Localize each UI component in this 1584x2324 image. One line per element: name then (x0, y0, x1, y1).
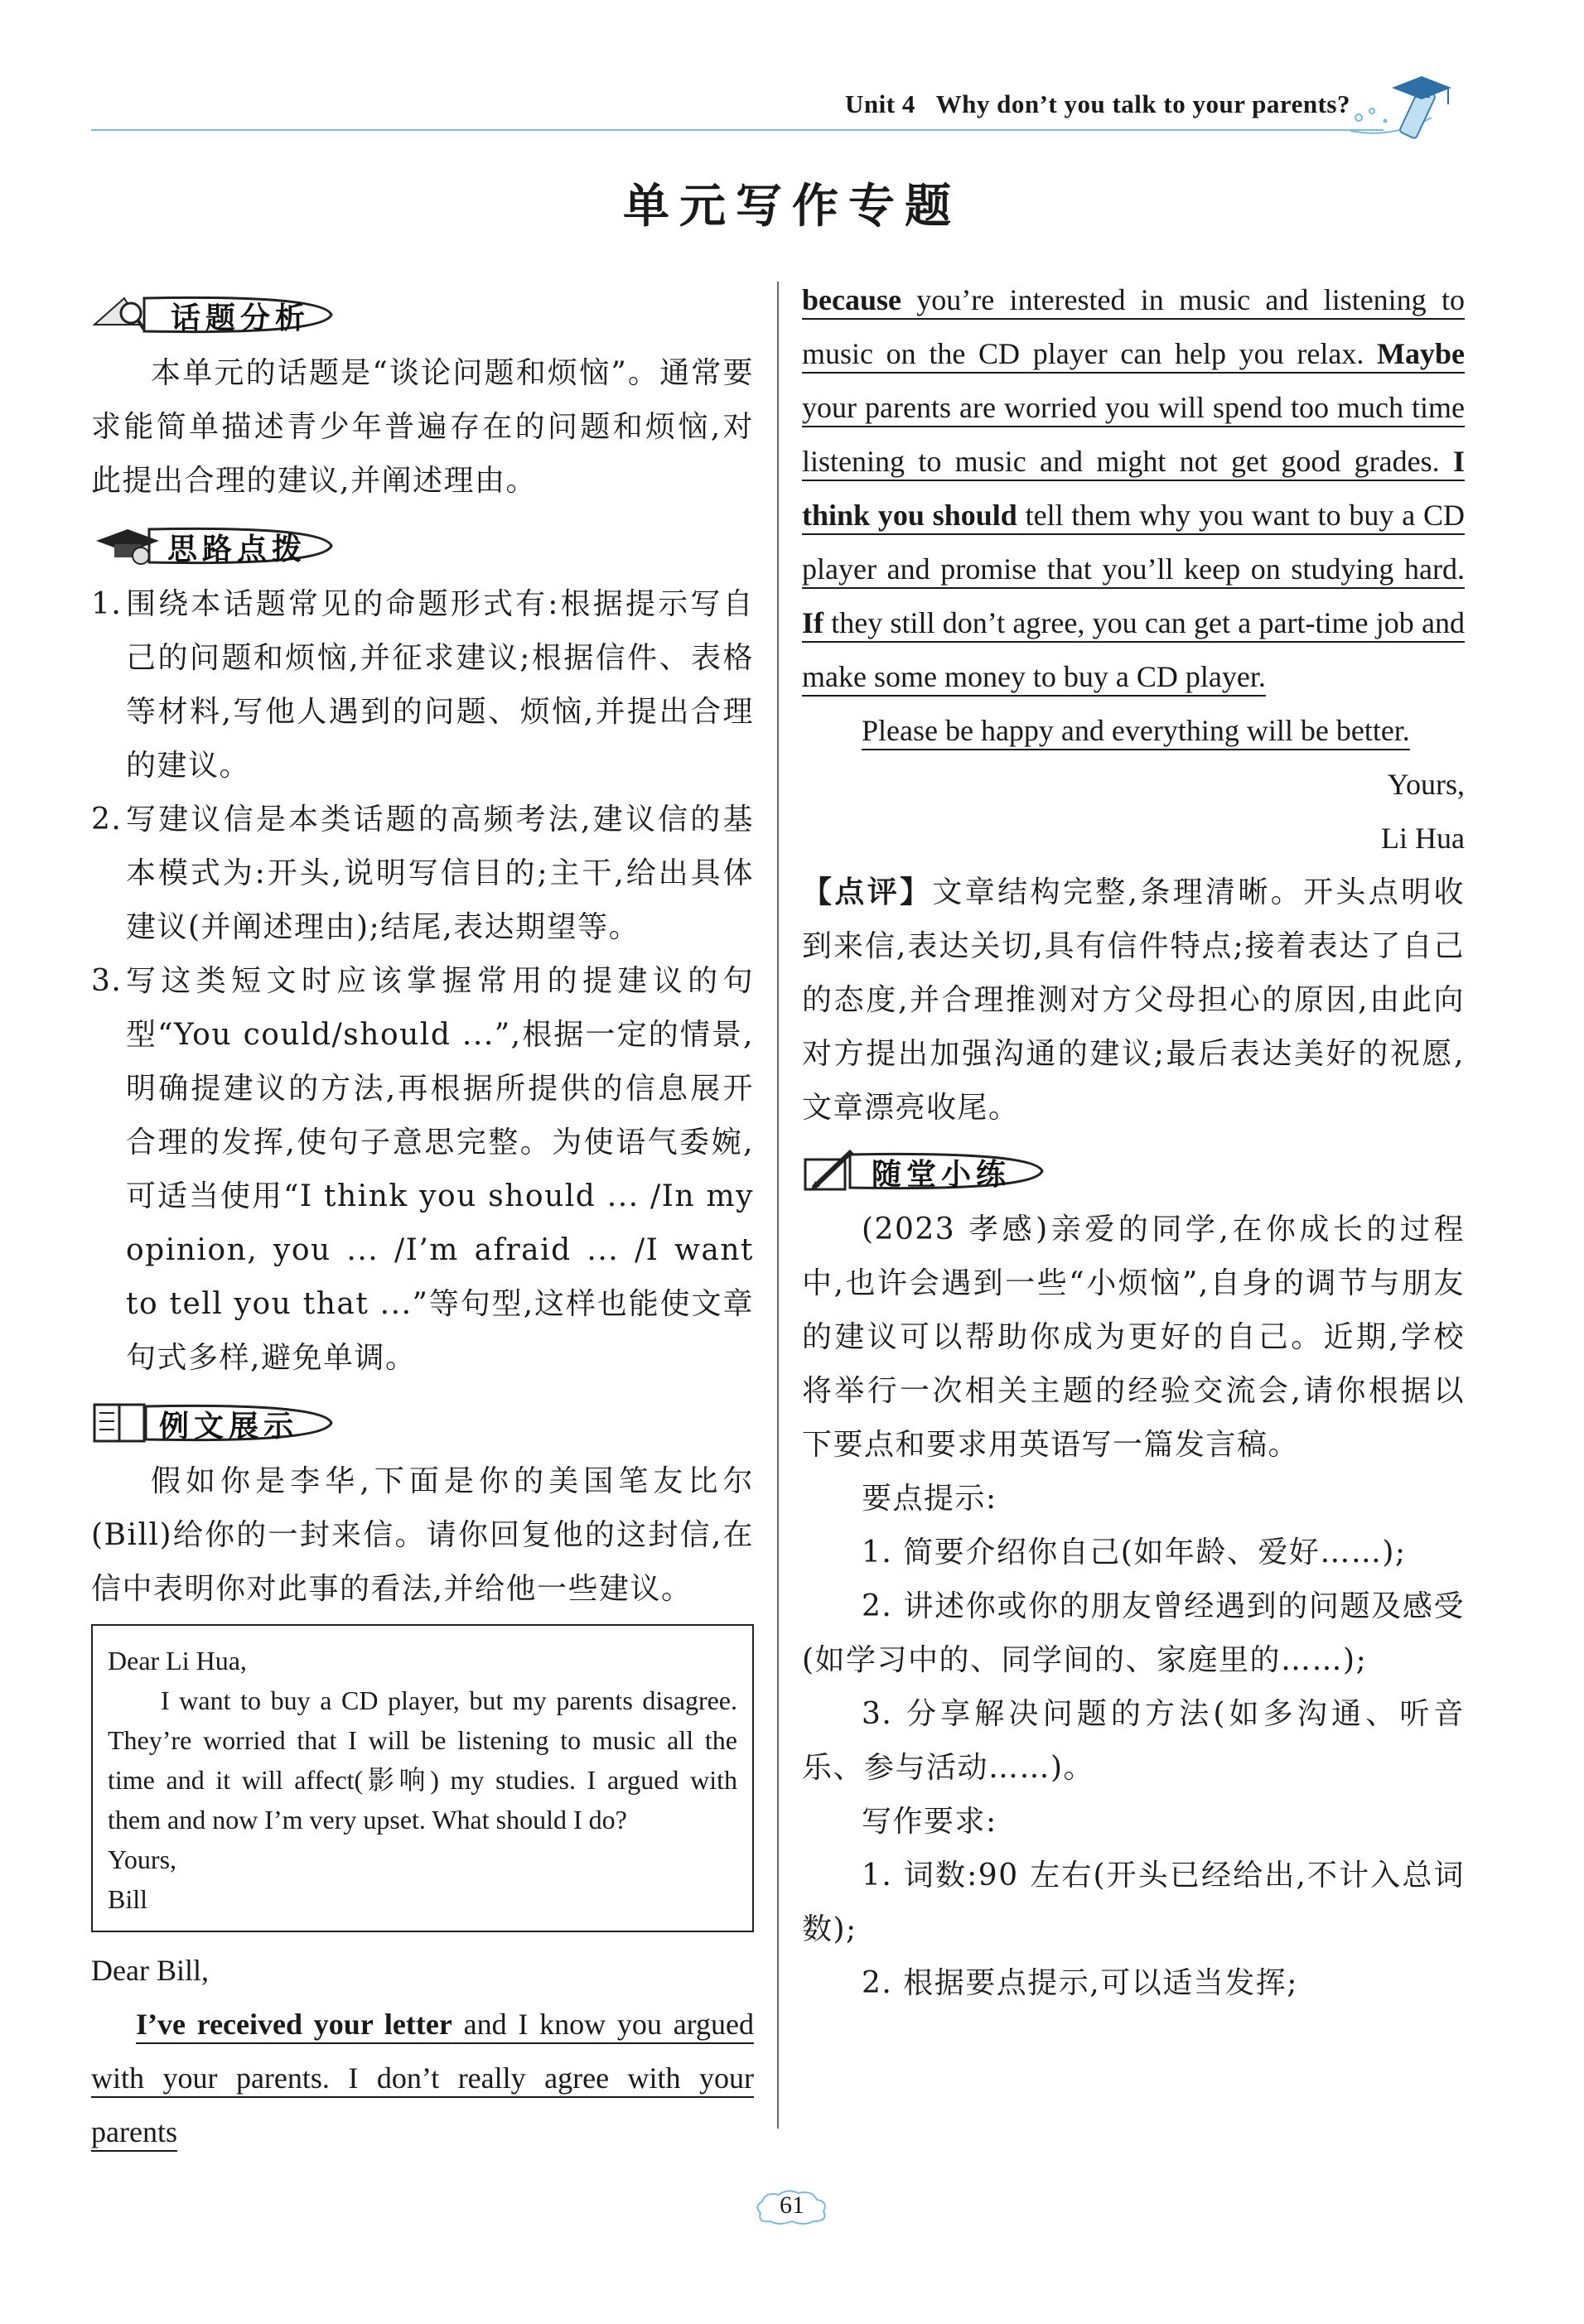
section-heading-label: 例文展示 (159, 1410, 299, 1444)
section-topic-heading (91, 288, 754, 341)
requirement-item: 1. 词数:90 左右(开头已经给出,不计入总词数); (802, 1859, 1465, 1946)
pencil-cap-icon (1342, 60, 1466, 151)
requirements-title: 写作要求: (862, 1805, 997, 1839)
reply-paragraph-2: Please be happy and everything will be better. (862, 714, 1410, 747)
example-prompt: 假如你是李华,下面是你的美国笔友比尔(Bill)给你的一封来信。请你回复他的这封信,在信中表明你对此事的看法,并给他一些建议。 (91, 1464, 754, 1606)
page-title: 单元写作专题 (623, 180, 961, 234)
section-tips-heading (91, 519, 754, 572)
section-heading-label: 随堂小练 (872, 1158, 1012, 1192)
reply-paragraph-start: I’ve received your letter and I know you argued with your parents. I don’t really agree with your parents (91, 2008, 754, 2148)
page-number-text: 61 (780, 2191, 804, 2219)
point-item: 2. 讲述你或你的朋友曾经遇到的问题及感受(如学习中的、同学间的、家庭里的……); (802, 1589, 1465, 1677)
letter-closing: Yours, (108, 1844, 177, 1874)
section-heading-label: 思路点拨 (167, 533, 307, 567)
point-item: 3. 分享解决问题的方法(如多沟通、听音乐、参与活动……)。 (802, 1697, 1465, 1785)
reply-closing: Yours, (1387, 768, 1465, 801)
points-title: 要点提示: (862, 1482, 997, 1516)
topic-text: 本单元的话题是“谈论问题和烦恼”。通常要求能简单描述青少年普遍存在的问题和烦恼,对此提出合理的建议,并阐述理由。 (91, 356, 754, 498)
tips-list (91, 577, 754, 1385)
left-column (91, 282, 754, 2159)
page-header (91, 83, 1466, 133)
letter-greeting: Dear Li Hua, (108, 1646, 247, 1675)
section-example-heading (91, 1396, 754, 1449)
section-heading-label: 话题分析 (171, 301, 311, 335)
list-item: 2. 写建议信是本类话题的高频考法,建议信的基本模式为:开头,说明写信目的;主干,给出具体建议(并阐述理由);结尾,表达期望等。 (91, 803, 754, 944)
letter-signature: Bill (108, 1884, 148, 1914)
reply-paragraph-continued: because you’re interested in music and listening to music on the CD player can help you relax. Maybe your parents are worried you will spend too much time listening to music and might not get good grades. I think you should tell them why you want to buy a CD player and promise that you’ll keep on studying hard. If they still don’t agree, you can get a part-time job and make some money to buy a CD player. (802, 283, 1466, 693)
page-number (751, 2188, 833, 2226)
column-divider (777, 282, 779, 2129)
reply-signature: Li Hua (1381, 822, 1465, 855)
comment: 【点评】文章结构完整,条理清晰。开头点明收到来信,表达关切,具有信件特点;接着表达了自己的态度,并合理推测对方父母担心的原因,由此向对方提出加强沟通的建议;最后表达美好的祝愿,文章漂亮收尾。 (802, 875, 1465, 1125)
right-column (802, 273, 1465, 2010)
header-rule (91, 129, 1384, 131)
list-item: 1. 围绕本话题常见的命题形式有:根据提示写自己的问题和烦恼,并征求建议;根据信件、表格等材料,写他人遇到的问题、烦恼,并提出合理的建议。 (91, 587, 754, 783)
comment-label: 【点评】 (802, 875, 933, 909)
point-item: 1. 简要介绍你自己(如年龄、爱好……); (862, 1536, 1407, 1569)
practice-intro: (2023 孝感)亲爱的同学,在你成长的过程中,也许会遇到一些“小烦恼”,自身的调节与朋友的建议可以帮助你成为更好的自己。近期,学校将举行一次相关主题的经验交流会,请你根据以下要点和要求用英语写一篇发言稿。 (802, 1213, 1465, 1462)
requirement-item: 2. 根据要点提示,可以适当发挥; (862, 1966, 1298, 2000)
section-practice-heading (802, 1145, 1465, 1198)
header-title: Unit 4 Why don’t you talk to your parents? (845, 89, 1350, 118)
reply-greeting: Dear Bill, (91, 1954, 209, 1987)
incoming-letter (91, 1624, 754, 1932)
letter-body: I want to buy a CD player, but my parents disagree. They’re worried that I will be listening to music all the time and it will affect(影响) my studies. I argued with them and now I’m very upset. What should I do? (108, 1685, 737, 1835)
list-item: 3. 写这类短文时应该掌握常用的提建议的句型“You could/should ...”,根据一定的情景,明确提建议的方法,再根据所提供的信息展开合理的发挥,使句子意思完整。为使语气委婉,可适当使用“I think you should ... /In my opinion, you ... /I’m afraid ... /I want to tell you that ...”等句型,这样也能使文章句式多样,避免单调。 (91, 964, 754, 1375)
